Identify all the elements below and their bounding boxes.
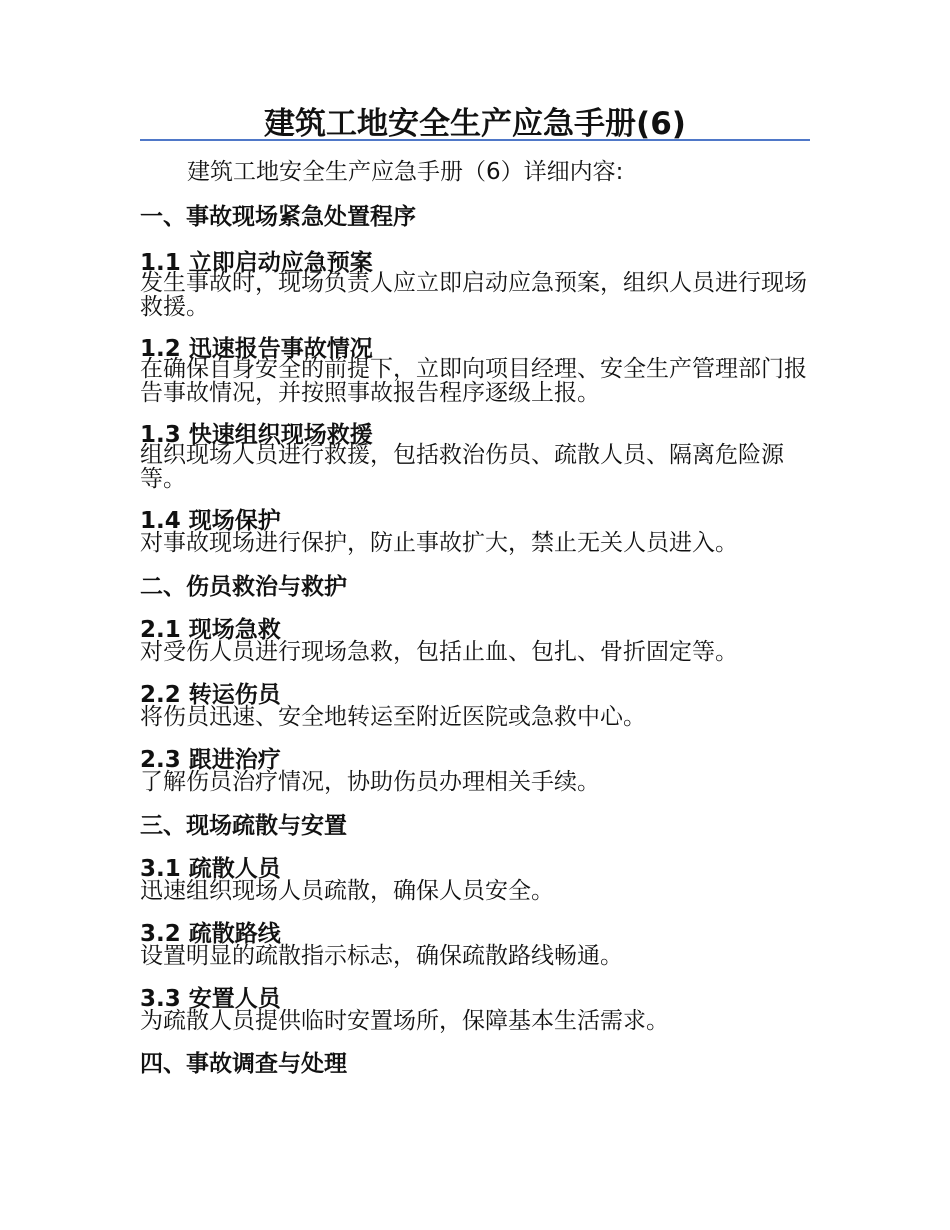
subsection-heading-2-3: 2.3 跟进治疗 [140, 747, 281, 773]
subsection-heading-2-2: 2.2 转运伤员 [140, 682, 281, 708]
subsection-text-3-3: 为疏散人员提供临时安置场所，保障基本生活需求。 [140, 1008, 669, 1034]
document-title: 建筑工地安全生产应急手册(6) [264, 106, 686, 142]
section-heading-3: 三、现场疏散与安置 [140, 813, 347, 839]
subsection-heading-1-1: 1.1 立即启动应急预案 [140, 250, 373, 276]
subsection-heading-1-2: 1.2 迅速报告事故情况 [140, 336, 373, 362]
section-heading-4: 四、事故调查与处理 [140, 1051, 347, 1077]
subsection-text-2-3: 了解伤员治疗情况，协助伤员办理相关手续。 [140, 769, 600, 795]
document-intro: 建筑工地安全生产应急手册（6）详细内容: [187, 159, 624, 185]
subsection-text-3-2: 设置明显的疏散指示标志，确保疏散路线畅通。 [140, 943, 623, 969]
subsection-text-1-4: 对事故现场进行保护，防止事故扩大，禁止无关人员进入。 [140, 530, 738, 556]
subsection-text-2-2: 将伤员迅速、安全地转运至附近医院或急救中心。 [140, 704, 646, 730]
title-underline [140, 139, 810, 141]
subsection-heading-3-2: 3.2 疏散路线 [140, 921, 281, 947]
subsection-heading-3-1: 3.1 疏散人员 [140, 856, 281, 882]
subsection-text-1-3: 组织现场人员进行救援，包括救治伤员、疏散人员、隔离危险源等。 [140, 442, 784, 492]
subsection-text-1-1: 发生事故时，现场负责人应立即启动应急预案，组织人员进行现场救援。 [140, 270, 807, 320]
section-heading-2: 二、伤员救治与救护 [140, 574, 347, 600]
subsection-text-2-1: 对受伤人员进行现场急救，包括止血、包扎、骨折固定等。 [140, 639, 738, 665]
section-heading-1: 一、事故现场紧急处置程序 [140, 204, 416, 230]
subsection-heading-1-3: 1.3 快速组织现场救援 [140, 422, 373, 448]
subsection-text-3-1: 迅速组织现场人员疏散，确保人员安全。 [140, 878, 554, 904]
subsection-heading-3-3: 3.3 安置人员 [140, 986, 281, 1012]
subsection-heading-1-4: 1.4 现场保护 [140, 508, 281, 534]
subsection-heading-2-1: 2.1 现场急救 [140, 617, 281, 643]
subsection-text-1-2: 在确保自身安全的前提下，立即向项目经理、安全生产管理部门报告事故情况，并按照事故报告程序逐级上报。 [140, 356, 807, 406]
